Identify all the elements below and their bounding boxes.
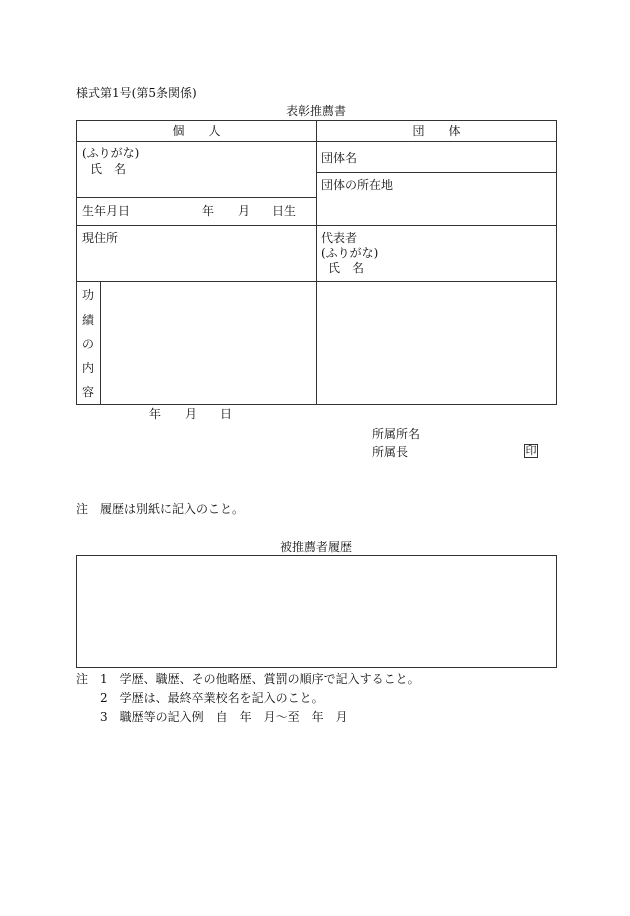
seal-mark: 印 bbox=[525, 444, 537, 457]
row-divider bbox=[76, 225, 557, 226]
achievement-label-divider bbox=[100, 281, 101, 405]
row-divider bbox=[76, 141, 557, 142]
achievement-char: の bbox=[82, 337, 95, 351]
note-line-3: 3 職歴等の記入例 自 年 月〜至 年 月 bbox=[76, 710, 348, 724]
row-divider bbox=[316, 172, 557, 173]
date-month-label: 月 bbox=[185, 407, 198, 421]
group-name-label: 団体名 bbox=[321, 151, 358, 165]
furigana-label: (ふりがな) bbox=[82, 146, 140, 160]
birthdate-label: 生年月日 bbox=[82, 204, 131, 218]
note-separate-sheet: 注 履歴は別紙に記入のこと。 bbox=[76, 502, 245, 516]
birth-year-label: 年 bbox=[202, 204, 215, 218]
table-border-right bbox=[556, 120, 557, 405]
row-divider bbox=[76, 197, 317, 198]
name-label: 氏 名 bbox=[90, 162, 127, 176]
note-line-1: 注 1 学歴、職歴、その他略歴、賞罰の順序で記入すること。 bbox=[76, 672, 420, 686]
table-divider-center bbox=[316, 120, 317, 405]
group-address-label: 団体の所在地 bbox=[321, 178, 394, 192]
achievement-char: 績 bbox=[82, 313, 95, 327]
achievement-char: 功 bbox=[82, 288, 95, 302]
affiliation-office-label: 所属所名 bbox=[372, 427, 421, 441]
form-number: 様式第1号(第5条関係) bbox=[76, 86, 197, 100]
date-year-label: 年 bbox=[149, 407, 162, 421]
affiliation-head-label: 所属長 bbox=[372, 445, 409, 459]
document-title: 表彰推薦書 bbox=[285, 104, 346, 118]
address-label: 現住所 bbox=[82, 231, 119, 245]
table-border-left bbox=[76, 120, 77, 405]
note-line-2: 2 学歴は、最終卒業校名を記入のこと。 bbox=[76, 691, 324, 705]
representative-label: 代表者 bbox=[321, 231, 358, 245]
representative-furigana-label: (ふりがな) bbox=[321, 246, 379, 260]
history-title: 被推薦者履歴 bbox=[279, 540, 352, 554]
representative-name-label: 氏 名 bbox=[328, 261, 365, 275]
date-day-label: 日 bbox=[220, 407, 233, 421]
individual-header: 個 人 bbox=[172, 124, 221, 138]
achievement-char: 容 bbox=[82, 385, 95, 399]
group-header: 団 体 bbox=[412, 124, 461, 138]
history-box bbox=[76, 555, 557, 668]
achievement-char: 内 bbox=[82, 361, 95, 375]
birth-day-label: 日生 bbox=[272, 204, 297, 218]
row-divider bbox=[76, 281, 557, 282]
birth-month-label: 月 bbox=[238, 204, 251, 218]
